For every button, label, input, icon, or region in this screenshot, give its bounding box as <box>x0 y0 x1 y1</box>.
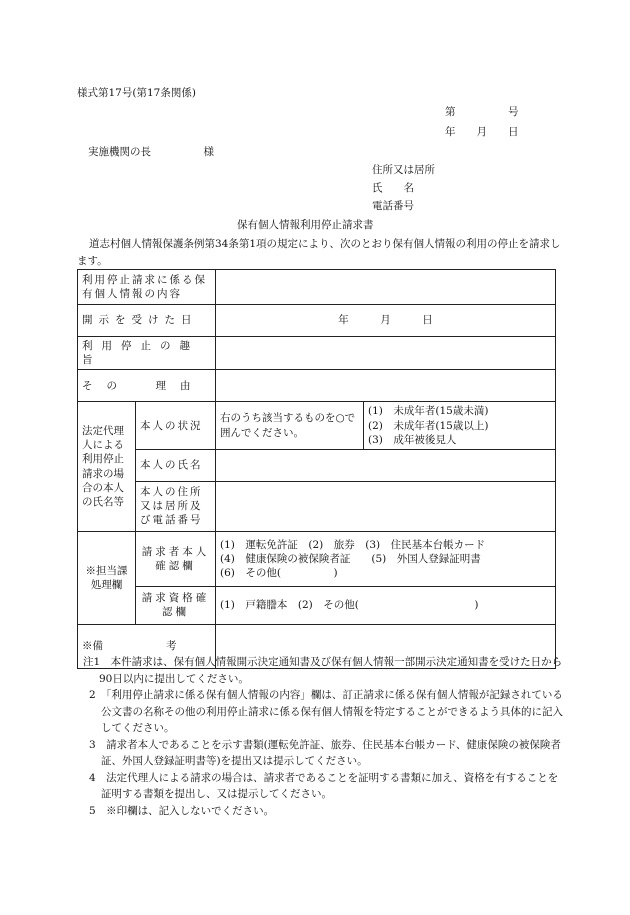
purpose-field[interactable] <box>216 337 556 370</box>
remarks-label: ※備 考 <box>78 624 216 668</box>
note-item: 4 法定代理人による請求の場合は、請求者であることを証明する書類に加え、資格を有することを証明する書類を提出し、又は提示してください。 <box>89 771 559 800</box>
identity-option-line: (1) 運転免許証 (2) 旅券 (3) 住民基本台帳カード <box>220 538 486 551</box>
note-item: 5 ※印欄は、記入しないでください。 <box>89 804 275 817</box>
identity-option-line: (6) その他( ) <box>220 566 338 579</box>
status-option[interactable]: (2) 未成年者(15歳以上) <box>368 419 489 432</box>
note-item: 注1 本件請求は、保有個人情報開示決定通知書及び保有個人情報一部開示決定通知書を受けた日から90日以内に提出してください。 <box>83 656 563 685</box>
identity-check-options <box>216 531 556 586</box>
document-title: 保有個人情報利用停止請求書 <box>237 219 374 231</box>
disclosure-date-label: 開示を受けた日 <box>78 305 216 337</box>
request-form-table <box>77 269 556 669</box>
notes-section <box>83 654 563 819</box>
addressee: 実施機関の長 様 <box>88 146 214 158</box>
document-date: 年 月 日 <box>445 126 519 138</box>
status-option[interactable]: (3) 成年被後見人 <box>368 433 457 446</box>
reason-field[interactable] <box>216 370 556 402</box>
person-name-label: 本人の氏名 <box>136 449 216 481</box>
note-item: 2 「利用停止請求に係る保有個人情報の内容」欄は、訂正請求に係る保有個人情報が記録されている公文書の名称その他の利用停止請求に係る保有個人情報を特定することができるよう具体的に記入してください。 <box>89 689 563 734</box>
document-number: 第 号 <box>445 106 519 118</box>
status-option[interactable]: (1) 未成年者(15歳未満) <box>368 405 489 418</box>
reason-label: その 理由 <box>78 370 216 402</box>
content-label: 利用停止請求に係る保有個人情報の内容 <box>78 270 216 305</box>
requester-address: 住所又は居所 <box>372 164 435 176</box>
person-address-label: 本人の住所又は居所及び電話番号 <box>136 481 216 531</box>
form-number: 様式第17号(第17条関係) <box>77 87 196 99</box>
purpose-label: 利用停止の趣旨 <box>78 337 216 370</box>
disclosure-date-field[interactable]: 年 月 日 <box>216 305 556 337</box>
requester-name: 氏 名 <box>372 182 414 194</box>
identity-option-line: (4) 健康保険の被保険者証 (5) 外国人登録証明書 <box>220 552 481 565</box>
person-address-field[interactable] <box>216 481 556 531</box>
content-field[interactable] <box>216 270 556 305</box>
status-instruction: 右のうち該当するものを○で囲んでください。 <box>216 402 364 450</box>
identity-check-label: 請求者本人確認欄 <box>136 531 216 586</box>
note-item: 3 請求者本人であることを示す書類(運転免許証、旅券、住民基本台帳カード、健康保険の被保険者証、外国人登録証明書等)を提出又は提示してください。 <box>89 738 561 767</box>
intro-text: 道志村個人情報保護条例第34条第1項の規定により、次のとおり保有個人情報の利用の停止を請求します。 <box>77 238 561 267</box>
person-status-label: 本人の状況 <box>136 402 216 450</box>
status-options[interactable] <box>364 402 556 450</box>
agent-section-label: 法定代理人による利用停止請求の場合の本人の氏名等 <box>78 402 136 532</box>
person-name-field[interactable] <box>216 449 556 481</box>
office-use-label: ※担当課処理欄 <box>78 531 136 624</box>
qualification-check-options: (1) 戸籍謄本 (2) その他( ) <box>216 586 556 624</box>
qualification-check-label: 請求資格確認欄 <box>136 586 216 624</box>
requester-phone: 電話番号 <box>372 200 414 212</box>
